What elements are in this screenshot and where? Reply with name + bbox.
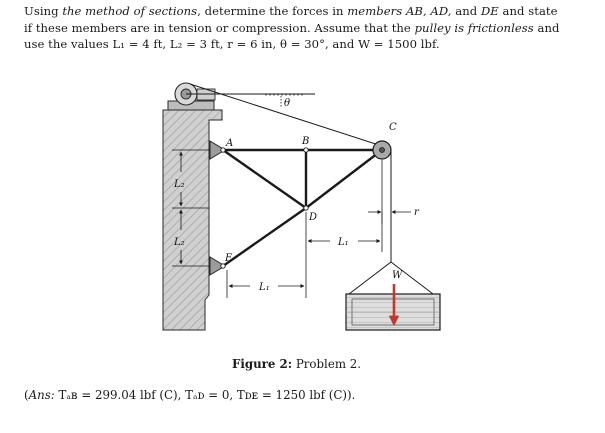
caption-text: Problem 2.: [292, 357, 362, 371]
problem-line-1-emphasis-members: members AB, AD,: [347, 4, 452, 18]
joint-e: [221, 264, 225, 268]
truss-members: [223, 150, 382, 266]
label-theta: θ: [284, 98, 291, 109]
answer-label: Ans:: [28, 388, 55, 402]
label-l1-right: L₁: [338, 237, 349, 248]
member-de: [223, 208, 306, 266]
problem-line-1-part-e: and: [451, 4, 481, 18]
problem-line-1-emphasis-method: the method of sections: [62, 4, 198, 18]
label-w: W: [392, 270, 403, 281]
label-l1-bottom: L₁: [259, 282, 270, 293]
joint-d: [304, 206, 308, 210]
problem-line-1-part-g: and state: [498, 4, 558, 18]
label-l2-lower: L₂: [174, 237, 185, 248]
pulley-c: [373, 141, 391, 159]
problem-line-2-part-a: if these members are in tension or compression. Assume that the: [24, 20, 415, 35]
problem-line-1-part-c: , determine the forces in: [197, 4, 348, 18]
label-l2-upper: L₂: [174, 179, 185, 190]
problem-line-3: use the values L₁ = 4 ft, L₂ = 3 ft, r = 6 in, θ = 30°, and W = 1500 lbf.: [24, 37, 440, 51]
label-e: E: [225, 253, 233, 264]
problem-line-2-emphasis-pulley: pulley is frictionless: [414, 20, 534, 35]
answer-open-paren: (: [24, 388, 29, 402]
problem-line-1-emphasis-de: DE: [480, 4, 499, 18]
answer-line: [24, 388, 355, 402]
label-d: D: [309, 212, 318, 223]
label-b: B: [302, 136, 310, 147]
caption-label: Figure 2:: [232, 357, 293, 371]
problem-line-1-part-a: Using: [24, 4, 63, 18]
member-ad: [223, 150, 306, 208]
figure-caption: [232, 357, 361, 371]
winch-drum: [168, 83, 215, 110]
theta-indicator: [281, 96, 290, 109]
answer-text: Tₐʙ = 299.04 lbf (C), Tₐᴅ = 0, Tᴅᴇ = 1250 lbf (C)).: [54, 388, 356, 402]
label-a: A: [226, 138, 234, 149]
label-r: r: [414, 207, 419, 218]
dimension-r: [368, 205, 411, 224]
member-cd: [306, 150, 382, 208]
joint-a: [221, 148, 225, 152]
joint-b: [304, 148, 308, 152]
label-c: C: [389, 122, 397, 133]
problem-line-2-part-c: and: [533, 20, 560, 35]
